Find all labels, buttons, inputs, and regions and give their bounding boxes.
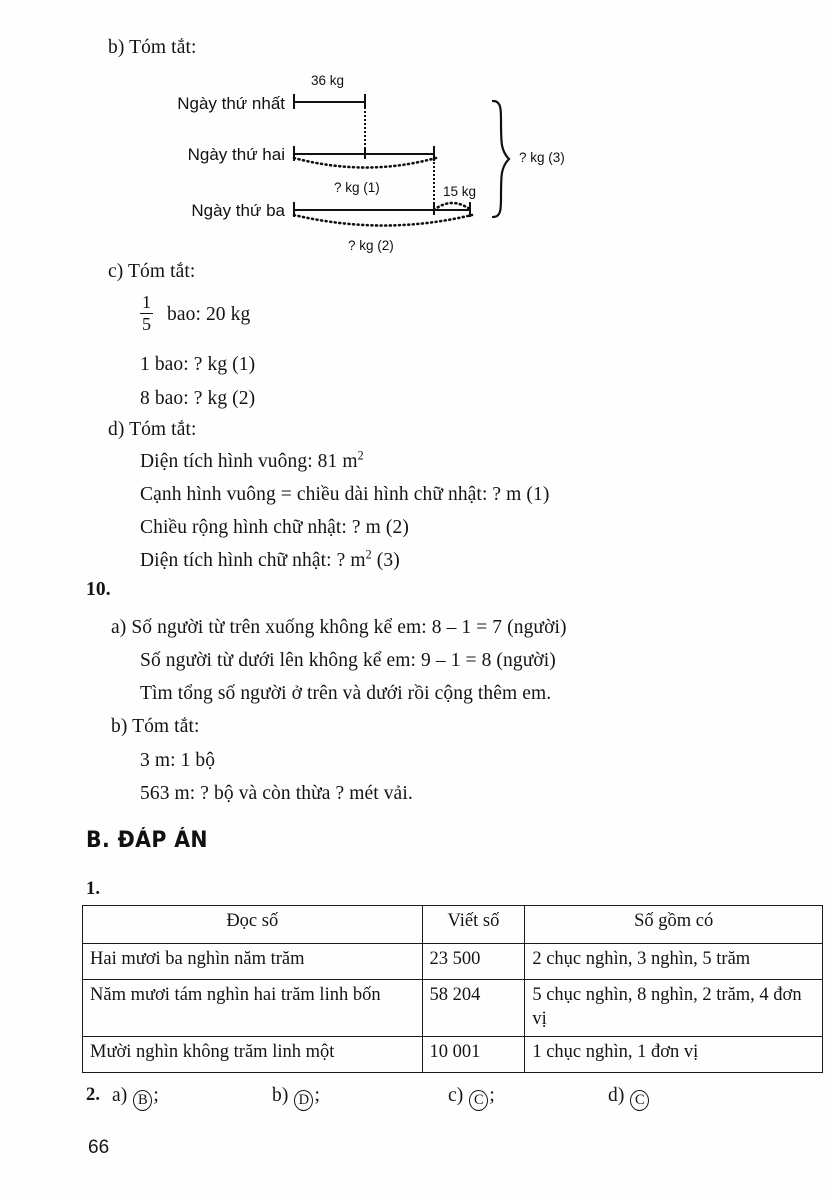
- diagram-value-36kg: 36 kg: [311, 73, 345, 88]
- fraction-one-fifth: [140, 293, 153, 334]
- part-d-line-2: Cạnh hình vuông = chiều dài hình chữ nhật: ? m (1): [140, 484, 550, 505]
- exercise-10-b-line-1: 3 m: 1 bộ: [140, 750, 216, 771]
- section-heading-dap-an: B. ĐÁP ÁN: [86, 828, 208, 853]
- right-curly-brace: [488, 99, 518, 219]
- bar-first-day: [293, 101, 366, 103]
- cell-parts-1: 2 chục nghìn, 3 nghìn, 5 trăm: [525, 944, 823, 980]
- circled-choice-c2: C: [630, 1090, 649, 1111]
- circled-choice-d: D: [294, 1090, 313, 1111]
- brace-dotted-arc-second: [288, 155, 443, 177]
- fraction-denominator: 5: [142, 313, 151, 334]
- table-header-row: [83, 906, 823, 944]
- exercise-10-a-line-1: a) Số người từ trên xuống không kể em: 8 – 1 = 7 (người): [111, 617, 567, 638]
- item-2-answer-d: [608, 1086, 650, 1111]
- table-row: [83, 1037, 823, 1073]
- diagram-value-15kg: 15 kg: [443, 184, 477, 199]
- diagram-value-unknown-1: ? kg (1): [334, 180, 380, 195]
- part-d-line-3: Chiều rộng hình chữ nhật: ? m (2): [140, 517, 409, 538]
- part-c-line-1: 1 bao: ? kg (1): [140, 354, 256, 375]
- diagram-row-label-first-day: Ngày thứ nhất: [177, 94, 285, 113]
- item-2-answer-a-sep: ;: [153, 1085, 159, 1106]
- answer-table: [82, 905, 823, 1073]
- item-2-answer-d-label: d): [608, 1085, 625, 1106]
- part-d-line-4-exponent: 2: [365, 547, 372, 562]
- bar-first-day-left-cap: [293, 94, 295, 109]
- part-d-line-1: [140, 448, 364, 472]
- item-2-answer-c-label: c): [448, 1085, 464, 1106]
- part-d-line-1-exponent: 2: [357, 448, 364, 463]
- page-number: 66: [88, 1137, 110, 1158]
- item-2-answer-a: [112, 1086, 159, 1111]
- cell-read-1: Hai mươi ba nghìn năm trăm: [83, 944, 423, 980]
- cell-write-3: 10 001: [422, 1037, 525, 1073]
- brace-dotted-arc-third: [288, 211, 480, 235]
- item-2-answer-c-sep: ;: [489, 1085, 495, 1106]
- fraction-numerator: 1: [142, 292, 151, 312]
- diagram-value-unknown-3: ? kg (3): [519, 150, 565, 165]
- bar-diagram: [0, 55, 834, 255]
- part-d-line-4-suffix: (3): [371, 550, 400, 571]
- diagram-value-unknown-2: ? kg (2): [348, 238, 394, 253]
- cell-read-3: Mười nghìn không trăm linh một: [83, 1037, 423, 1073]
- part-c-line-2: 8 bao: ? kg (2): [140, 388, 256, 409]
- part-c-label: c) Tóm tắt:: [108, 261, 196, 282]
- item-2-answer-b: [272, 1086, 320, 1111]
- part-d-label: d) Tóm tắt:: [108, 419, 197, 440]
- item-2-answer-b-label: b): [272, 1085, 289, 1106]
- circled-choice-b: B: [133, 1090, 152, 1111]
- cell-parts-3: 1 chục nghìn, 1 đơn vị: [525, 1037, 823, 1073]
- item-2-number: 2.: [86, 1085, 101, 1105]
- cell-parts-2: 5 chục nghìn, 8 nghìn, 2 trăm, 4 đơn vị: [525, 980, 823, 1037]
- cell-write-2: 58 204: [422, 980, 525, 1037]
- table-header-so-gom-co: Số gồm có: [525, 906, 823, 944]
- table-row: [83, 944, 823, 980]
- item-2-answer-c: [448, 1086, 495, 1111]
- table-header-doc-so: Đọc số: [83, 906, 423, 944]
- part-d-line-4: [140, 547, 400, 571]
- exercise-10-b-label: b) Tóm tắt:: [111, 716, 200, 737]
- item-2-answer-a-label: a): [112, 1085, 128, 1106]
- diagram-row-label-third-day: Ngày thứ ba: [191, 201, 285, 220]
- table-header-viet-so: Viết số: [422, 906, 525, 944]
- item-2-answer-b-sep: ;: [314, 1085, 320, 1106]
- exercise-10-a-line-3: Tìm tổng số người ở trên và dưới rồi cộng thêm em.: [140, 683, 552, 704]
- part-b-label: b) Tóm tắt:: [108, 37, 197, 58]
- connector-dotted-first-to-second: [364, 107, 366, 153]
- item-1-number: 1.: [86, 879, 101, 899]
- part-d-line-4-text: Diện tích hình chữ nhật: ? m: [140, 550, 366, 571]
- circled-choice-c1: C: [469, 1090, 488, 1111]
- exercise-10-number: 10.: [86, 579, 111, 600]
- diagram-row-label-second-day: Ngày thứ hai: [187, 145, 285, 164]
- cell-read-2: Năm mươi tám nghìn hai trăm linh bốn: [83, 980, 423, 1037]
- table-row: [83, 980, 823, 1037]
- cell-write-1: 23 500: [422, 944, 525, 980]
- exercise-10-b-line-2: 563 m: ? bộ và còn thừa ? mét vải.: [140, 783, 413, 804]
- part-c-fraction-line: bao: 20 kg: [167, 304, 251, 325]
- exercise-10-a-line-2: Số người từ dưới lên không kể em: 9 – 1 = 8 (người): [140, 650, 556, 671]
- part-d-line-1-text: Diện tích hình vuông: 81 m: [140, 451, 358, 472]
